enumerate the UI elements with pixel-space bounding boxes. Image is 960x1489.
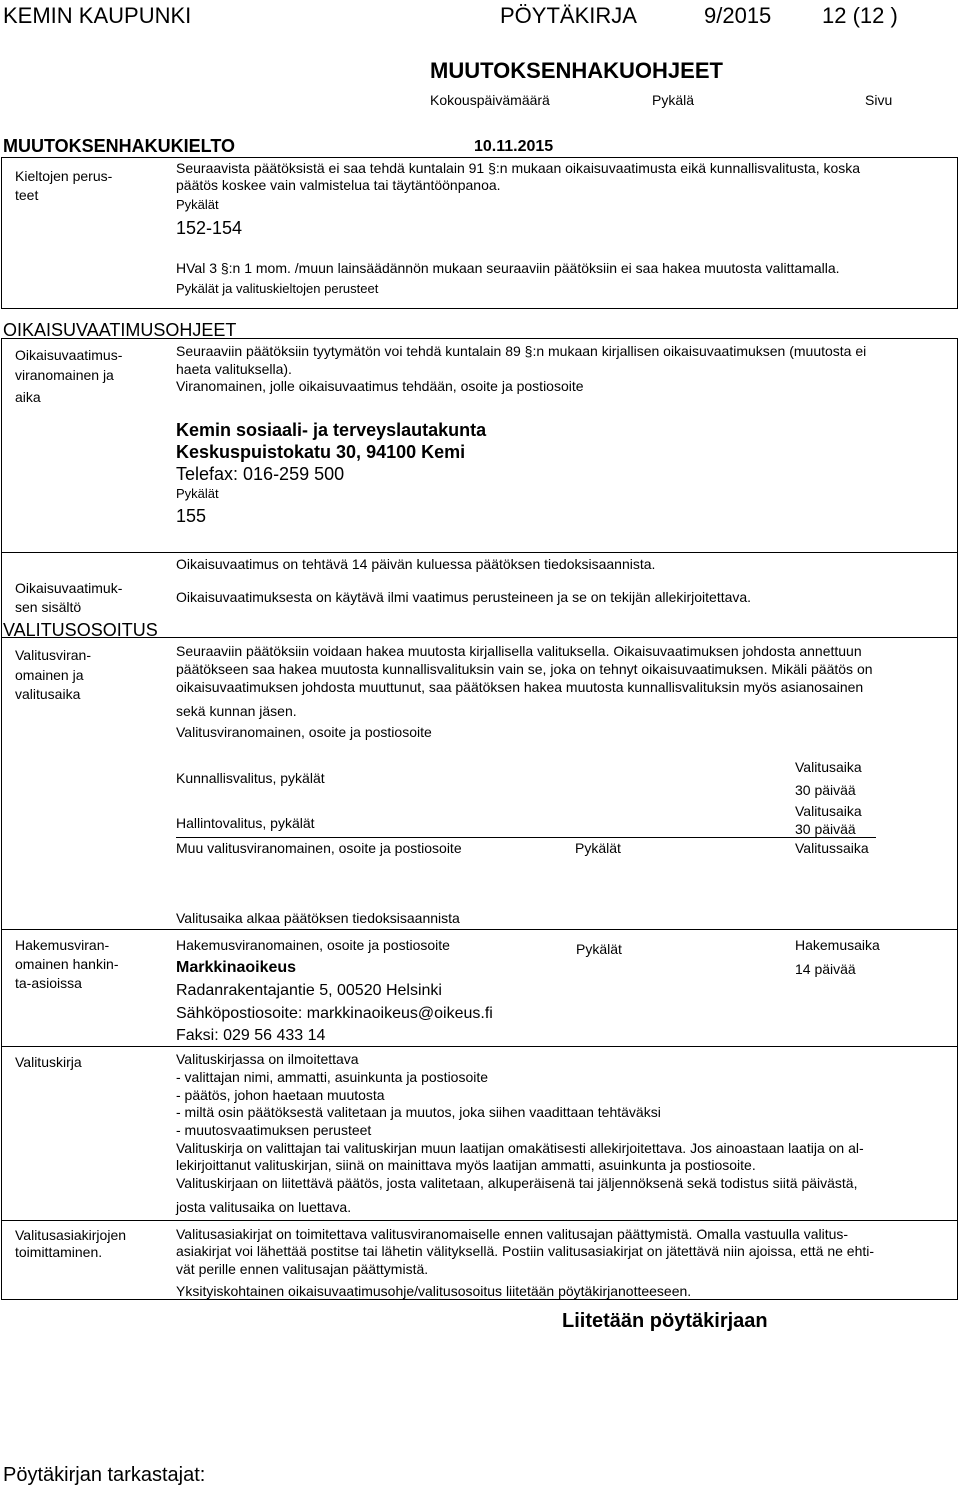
appeal-letter-line: - päätös, johon haetaan muutosta — [176, 1087, 385, 1103]
divider-line — [1, 929, 958, 930]
procurement-name: Markkinaoikeus — [176, 959, 297, 976]
correction-sections: 155 — [176, 506, 207, 526]
appeal-label-line1: Valitusviran- — [15, 647, 91, 663]
delivery-label-line2: toimittaminen. — [15, 1244, 103, 1260]
ban-sections-reasons: Pykälät ja valituskieltojen perusteet — [176, 281, 379, 296]
appeal-municipal-time-label: Valitusaika — [795, 759, 862, 775]
appeal-letter-line: - valittajan nimi, ammatti, asuinkunta ja postiosoite — [176, 1069, 489, 1085]
appeal-text-line4: sekä kunnan jäsen. — [176, 703, 297, 719]
divider-line — [176, 837, 876, 838]
footer-reviewers: Pöytäkirjan tarkastajat: — [3, 1464, 206, 1486]
correction-sections-label: Pykälät — [176, 486, 219, 501]
divider-line — [1, 1046, 958, 1047]
ban-text-line2: päätös koskee vain valmistelua tai täytäntöönpanoa. — [176, 177, 501, 193]
procurement-fax: Faksi: 029 56 433 14 — [176, 1027, 326, 1044]
correction-content-text: Oikaisuvaatimuksesta on käytävä ilmi vaatimus perusteineen ja se on tekijän allekirjoitettava. — [176, 589, 752, 605]
correction-label-line1: Oikaisuvaatimus- — [15, 347, 123, 363]
city-name: KEMIN KAUPUNKI — [3, 3, 192, 28]
delivery-line: vät perille ennen valitusajan päättymistä. — [176, 1261, 429, 1277]
appeal-admin: Hallintovalitus, pykälät — [176, 815, 315, 831]
divider-line — [1, 637, 958, 638]
procurement-time-label: Hakemusaika — [795, 937, 880, 953]
correction-content-label-line2: sen sisältö — [15, 599, 82, 615]
document-number: 9/2015 — [704, 3, 772, 28]
correction-content-label-line1: Oikaisuvaatimuk- — [15, 580, 123, 596]
procurement-sections-label: Pykälät — [576, 941, 622, 957]
attach-note: Liitetään pöytäkirjaan — [562, 1310, 768, 1332]
correction-label-line3: aika — [15, 389, 41, 405]
appeal-letter-line: josta valitusaika on luettava. — [176, 1199, 352, 1215]
divider-line — [1, 552, 958, 553]
delivery-line: asiakirjat voi lähettää postitse tai lähetin välityksellä. Postiin valitusasiakirjat on jätettävä niin ajoissa, että ne ehti- — [176, 1243, 875, 1259]
procurement-label-line3: ta-asioissa — [15, 975, 82, 991]
ban-label-line2: teet — [15, 187, 39, 203]
appeal-letter-line: Valituskirja on valittajan tai valituskirjan muun laatijan omakätisesti allekirjoitettava. Jos ainoastaan laatija on al- — [176, 1140, 864, 1156]
appeal-other-time-label: Valitussaika — [795, 840, 869, 856]
correction-label-line2: viranomainen ja — [15, 367, 114, 383]
appeal-label-line3: valitusaika — [15, 686, 81, 702]
appeal-municipal-time: 30 päivää — [795, 782, 856, 798]
procurement-authority-intro: Hakemusviranomainen, osoite ja postiosoite — [176, 937, 450, 953]
appeal-authority-intro: Valitusviranomainen, osoite ja postiosoite — [176, 724, 432, 740]
ban-label-line1: Kieltojen perus- — [15, 168, 113, 184]
column-meeting-date: Kokouspäivämäärä — [430, 92, 550, 108]
appeal-admin-time: 30 päivää — [795, 821, 856, 837]
ban-sections: 152-154 — [176, 218, 243, 238]
page-title: MUUTOKSENHAKUOHJEET — [430, 58, 723, 83]
appeal-municipal: Kunnallisvalitus, pykälät — [176, 770, 325, 786]
correction-authority-address: Keskuspuistokatu 30, 94100 Kemi — [176, 442, 466, 462]
appeal-text-line1: Seuraaviin päätöksiin voidaan hakea muutosta kirjallisella valituksella. Oikaisuvaatimuksen johdosta annettuun — [176, 643, 862, 659]
correction-fax: Telefax: 016-259 500 — [176, 464, 345, 484]
column-page: Sivu — [865, 92, 893, 108]
delivery-line: Yksityiskohtainen oikaisuvaatimusohje/valitusosoitus liitetään pöytäkirjanotteeseen. — [176, 1283, 692, 1299]
appeal-text-line3: oikaisuvaatimuksen johdosta muuttunut, saa päätöksen hakea muutosta kunnallisvalituksin myös asianosainen — [176, 679, 864, 695]
ban-text-line1: Seuraavista päätöksistä ei saa tehdä kuntalain 91 §:n mukaan oikaisuvaatimusta eikä kunnallisvalitusta, koska — [176, 160, 861, 176]
appeal-admin-time-label: Valitusaika — [795, 803, 862, 819]
procurement-address: Radanrakentajantie 5, 00520 Helsinki — [176, 982, 442, 999]
appeal-time-starts: Valitusaika alkaa päätöksen tiedoksisaannista — [176, 910, 460, 926]
correction-text-line2: haeta valituksella). — [176, 361, 292, 377]
appeal-heading: VALITUSOSOITUS — [3, 620, 158, 640]
column-section: Pykälä — [652, 92, 695, 108]
procurement-email: Sähköpostiosoite: markkinaoikeus@oikeus.fi — [176, 1005, 493, 1022]
delivery-label-line1: Valitusasiakirjojen — [15, 1227, 127, 1243]
appeal-letter-line: - muutosvaatimuksen perusteet — [176, 1122, 372, 1138]
appeal-text-line2: päätökseen saa hakea muutosta kunnallisvalituksin vain se, joka on tehnyt oikaisuvaatimuksen. Mikäli päätös on — [176, 661, 873, 677]
appeal-other: Muu valitusviranomainen, osoite ja postiosoite — [176, 840, 462, 856]
document-type: PÖYTÄKIRJA — [500, 3, 637, 28]
appeal-letter-label: Valituskirja — [15, 1054, 82, 1070]
correction-authority-intro: Viranomainen, jolle oikaisuvaatimus tehdään, osoite ja postiosoite — [176, 378, 584, 394]
appeal-letter-line: - miltä osin päätöksestä valitetaan ja muutos, joka siihen vaadittaan tehtäväksi — [176, 1104, 661, 1120]
ban-heading: MUUTOKSENHAKUKIELTO — [3, 136, 236, 156]
ban-hval-text: HVal 3 §:n 1 mom. /muun lainsäädännön mukaan seuraaviin päätöksiin ei saa hakea muutosta valittamalla. — [176, 260, 840, 276]
procurement-label-line2: omainen hankin- — [15, 956, 119, 972]
divider-line — [1, 1220, 958, 1221]
appeal-letter-line: Valituskirjaan on liitettävä päätös, josta valitetaan, alkuperäisenä tai jäljennöksenä sekä todistus siitä päivästä, — [176, 1175, 858, 1191]
ban-date: 10.11.2015 — [474, 138, 554, 155]
correction-text-line1: Seuraaviin päätöksiin tyytymätön voi tehdä kuntalain 89 §:n mukaan kirjallisen oikaisuvaatimuksen (muutosta ei — [176, 343, 867, 359]
appeal-other-sections: Pykälät — [575, 840, 621, 856]
page-number: 12 (12 ) — [822, 3, 898, 28]
procurement-time: 14 päivää — [795, 961, 856, 977]
delivery-line: Valitusasiakirjat on toimitettava valitusviranomaiselle ennen valitusajan päättymistä. Omalla vastuulla valitus- — [176, 1226, 849, 1242]
appeal-letter-line: lekirjoittanut valituskirjan, siinä on mainittava myös laatijan ammatti, asuinkunta ja postiosoite. — [176, 1157, 756, 1173]
correction-heading: OIKAISUVAATIMUSOHJEET — [3, 320, 237, 340]
ban-sections-label: Pykälät — [176, 197, 219, 212]
correction-deadline: Oikaisuvaatimus on tehtävä 14 päivän kuluessa päätöksen tiedoksisaannista. — [176, 556, 656, 572]
appeal-label-line2: omainen ja — [15, 667, 84, 683]
appeal-letter-line: Valituskirjassa on ilmoitettava — [176, 1051, 359, 1067]
procurement-label-line1: Hakemusviran- — [15, 937, 110, 953]
correction-authority-name: Kemin sosiaali- ja terveyslautakunta — [176, 420, 487, 440]
